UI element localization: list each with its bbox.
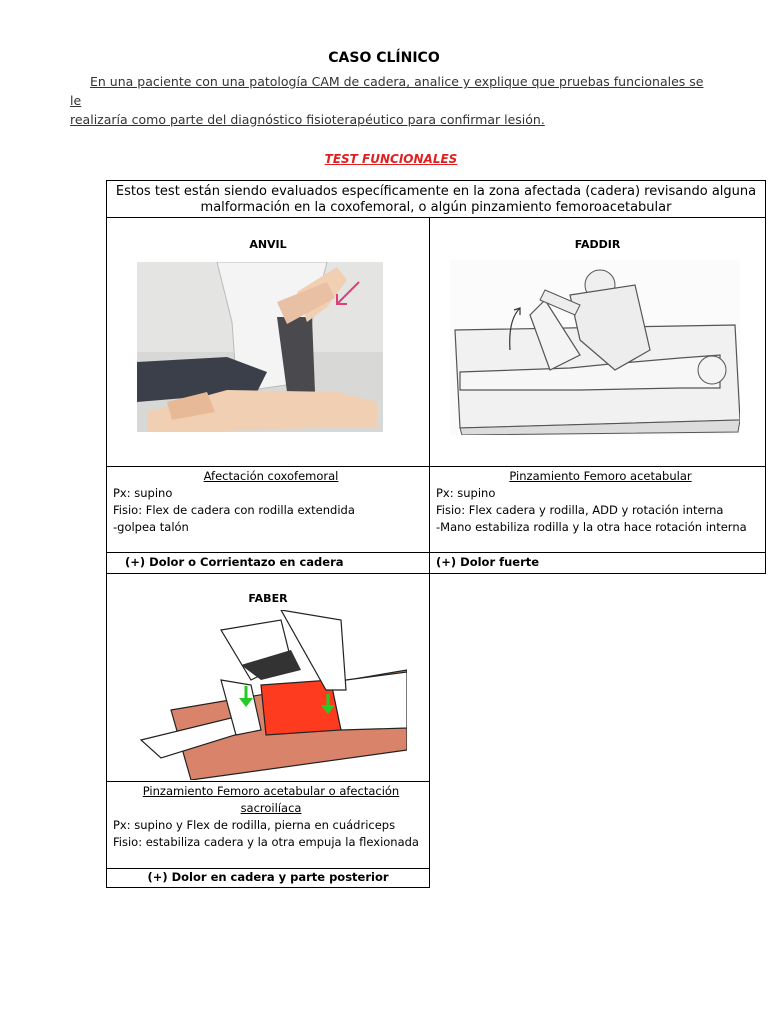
faber-image-cell	[106, 573, 430, 782]
faddir-px: Px: supino	[436, 486, 496, 500]
anvil-heading: Afectación coxofemoral	[203, 469, 339, 483]
faber-result: (+) Dolor en cadera y parte posterior	[106, 868, 430, 888]
faber-heading-1: Pinzamiento Femoro acetabular o afectación	[142, 784, 400, 798]
anvil-extra: -golpea talón	[113, 520, 189, 534]
faddir-illustration	[450, 260, 740, 435]
faddir-heading: Pinzamiento Femoro acetabular	[509, 469, 692, 483]
anvil-description	[106, 466, 430, 553]
anvil-fisio: Fisio: Flex de cadera con rodilla extendida	[113, 503, 355, 517]
anvil-title: ANVIL	[249, 238, 287, 251]
anvil-px: Px: supino	[113, 486, 173, 500]
faddir-description	[429, 466, 766, 553]
faddir-fisio: Fisio: Flex cadera y rodilla, ADD y rotación interna	[436, 503, 724, 517]
table-header: Estos test están siendo evaluados específicamente en la zona afectada (cadera) revisando alguna malformación en la coxofemoral, o algún pinzamiento femoroacetabular	[106, 180, 766, 218]
intro-line-1: En una paciente con una patología CAM de cadera, analice y explique que pruebas funcionales se le	[70, 74, 704, 108]
faddir-title: FADDIR	[574, 238, 621, 251]
faber-heading-2: sacroilíaca	[240, 801, 302, 815]
faber-illustration	[131, 610, 407, 780]
anvil-result: (+) Dolor o Corrientazo en cadera	[106, 552, 430, 574]
faber-description	[106, 781, 430, 869]
intro-line-2: realizaría como parte del diagnóstico fisioterapéutico para confirmar lesión.	[70, 112, 545, 127]
faddir-extra: -Mano estabiliza rodilla y la otra hace rotación interna	[436, 520, 747, 534]
page-title: CASO CLÍNICO	[328, 50, 440, 66]
faber-px: Px: supino y Flex de rodilla, pierna en cuádriceps	[113, 818, 396, 832]
faddir-result: (+) Dolor fuerte	[429, 552, 766, 574]
section-title: TEST FUNCIONALES	[324, 152, 458, 166]
faber-fisio: Fisio: estabiliza cadera y la otra empuja la flexionada	[113, 835, 419, 849]
faddir-image-cell	[429, 217, 766, 467]
anvil-image-cell	[106, 217, 430, 467]
intro-paragraph	[70, 72, 710, 129]
faber-title: FABER	[248, 592, 288, 605]
anvil-illustration	[137, 262, 383, 432]
